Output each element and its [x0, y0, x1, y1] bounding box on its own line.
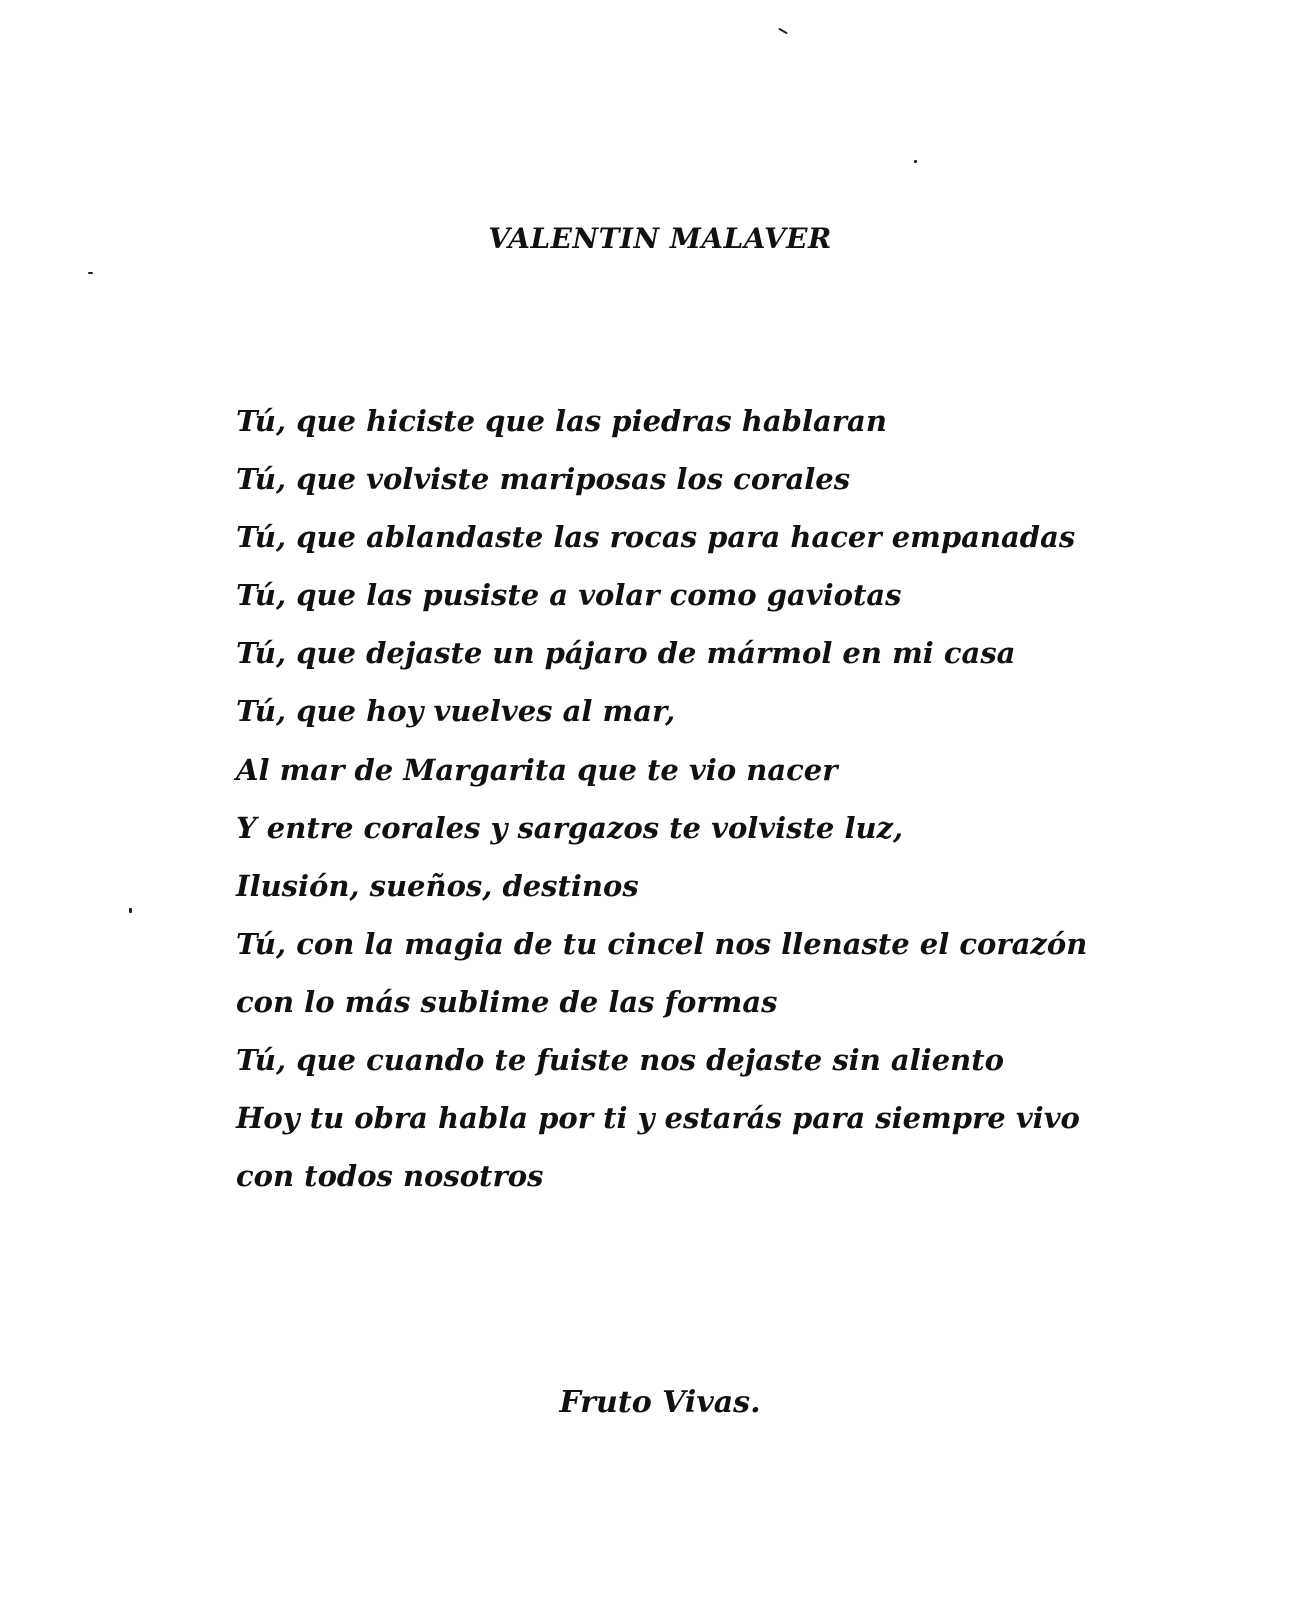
scan-speck	[88, 272, 93, 274]
poem-line: Tú, que dejaste un pájaro de mármol en mi casa	[236, 636, 1016, 671]
poem-line: Tú, que volviste mariposas los corales	[236, 462, 851, 497]
poem-line: con todos nosotros	[236, 1159, 544, 1194]
scan-speck	[914, 160, 917, 163]
author-signature: Fruto Vivas.	[559, 1385, 761, 1420]
poem-line: Y entre corales y sargazos te volviste luz,	[236, 810, 904, 845]
poem-line: Tú, que hiciste que las piedras hablaran	[236, 404, 887, 438]
poem-title: VALENTIN MALAVER	[488, 222, 832, 255]
poem-line: Tú, que hoy vuelves al mar,	[236, 694, 676, 729]
poem-line: Tú, con la magia de tu cincel nos llenaste el corazón	[236, 926, 1088, 961]
poem-line: con lo más sublime de las formas	[236, 984, 778, 1019]
poem-line: Al mar de Margarita que te vio nacer	[236, 752, 838, 787]
poem-line: Tú, que las pusiste a volar como gaviotas	[236, 578, 902, 613]
scan-speck	[129, 908, 132, 913]
scan-speck	[778, 28, 788, 35]
poem-line: Ilusión, sueños, destinos	[236, 868, 639, 903]
poem-line: Tú, que cuando te fuiste nos dejaste sin aliento	[236, 1043, 1004, 1078]
poem-line: Tú, que ablandaste las rocas para hacer empanadas	[236, 520, 1076, 555]
poem-body	[236, 392, 1096, 1205]
poem-line: Hoy tu obra habla por ti y estarás para siempre vivo	[236, 1101, 1080, 1136]
